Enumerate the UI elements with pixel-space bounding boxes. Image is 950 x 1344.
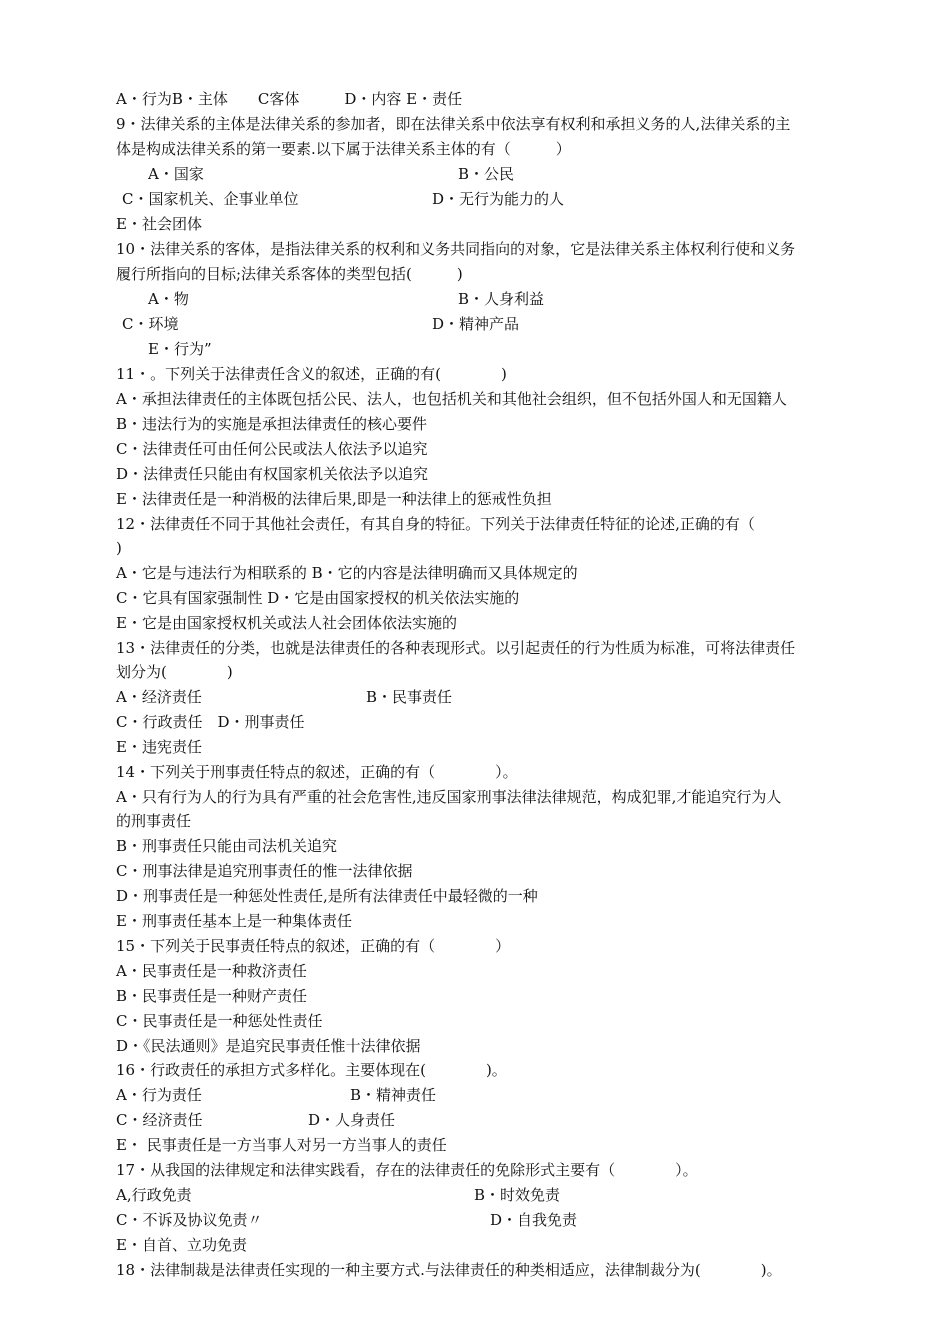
q17-option-a: A,行政免责	[116, 1186, 192, 1204]
q14-option-b: B・刑事责任只能由司法机关追究	[116, 837, 338, 855]
q12-options-ab: A・它是与违法行为相联系的 B・它的内容是法律明确而又具体规定的	[116, 564, 578, 582]
q16-option-a: A・行为责任	[116, 1086, 202, 1104]
q9-stem-line-1: 9・法律关系的主体是法律关系的参加者，即在法律关系中依法享有权利和承担义务的人,法律关系的主	[116, 115, 791, 133]
q18-stem: 18・法律制裁是法律责任实现的一种主要方式.与法律责任的种类相适应，法律制裁分为( )。	[116, 1261, 782, 1279]
q11-option-a: A・承担法律责任的主体既包括公民、法人，也包括机关和其他社会组织，但不包括外国人和无国籍人	[116, 390, 787, 408]
q15-option-a: A・民事责任是一种救济责任	[116, 962, 307, 980]
q12-options-cd: C・它具有国家强制性 D・它是由国家授权的机关依法实施的	[116, 589, 520, 607]
q10-option-c: C・环境	[122, 315, 179, 333]
q15-stem: 15・下列关于民事责任特点的叙述，正确的有（ ）	[116, 937, 511, 955]
q10-option-d: D・精神产品	[432, 315, 520, 333]
q11-option-c: C・法律责任可由任何公民或法人依法予以追究	[116, 440, 428, 458]
q14-option-a-line-1: A・只有行为人的行为具有严重的社会危害性,违反国家刑事法律法律规范，构成犯罪,才能追究行为人	[116, 788, 782, 806]
q8-options-line: A・行为B・主体 C客体 D・内容 E・责任	[116, 90, 463, 108]
q12-option-e: E・它是由国家授权机关或法人社会团体依法实施的	[116, 614, 457, 632]
q13-options-cd: C・行政责任 D・刑事责任	[116, 713, 305, 731]
q17-option-e: E・自首、立功免责	[116, 1236, 247, 1254]
q14-option-a-line-2: 的刑事责任	[116, 812, 192, 830]
q9-option-b: B・公民	[458, 165, 515, 183]
q12-stem-line-1: 12・法律责任不同于其他社会责任，有其自身的特征。下列关于法律责任特征的论述,正确的有（	[116, 515, 755, 533]
q17-stem: 17・从我国的法律规定和法律实践看，存在的法律责任的免除形式主要有（ ）。	[116, 1161, 698, 1179]
q17-option-b: B・时效免责	[474, 1186, 561, 1204]
q13-option-a: A・经济责任	[116, 688, 202, 706]
q15-option-b: B・民事责任是一种财产责任	[116, 987, 308, 1005]
q14-option-c: C・刑事法律是追究刑事责任的惟一法律依据	[116, 862, 413, 880]
q11-option-e: E・法律责任是一种消极的法律后果,即是一种法律上的惩戒性负担	[116, 490, 552, 508]
q17-option-d: D・自我免责	[490, 1211, 578, 1229]
q17-option-c: C・不诉及协议免责〃	[116, 1211, 263, 1229]
q16-option-b: B・精神责任	[350, 1086, 437, 1104]
q10-option-a: A・物	[148, 290, 189, 308]
q15-option-d: D・《民法通则》是追究民事责任惟十法律依据	[116, 1037, 421, 1055]
q16-stem: 16・行政责任的承担方式多样化。主要体现在( )。	[116, 1061, 507, 1079]
q13-option-b: B・民事责任	[366, 688, 453, 706]
q15-option-c: C・民事责任是一种惩处性责任	[116, 1012, 323, 1030]
q14-option-d: D・刑事责任是一种惩处性责任,是所有法律责任中最轻微的一种	[116, 887, 538, 905]
q9-stem-line-2: 体是构成法律关系的第一要素.以下属于法律关系主体的有（ ）	[116, 140, 571, 158]
q10-stem-line-2: 履行所指向的目标;法律关系客体的类型包括( )	[116, 265, 463, 283]
q11-option-d: D・法律责任只能由有权国家机关依法予以追究	[116, 465, 429, 483]
q16-option-e: E・ 民事责任是一方当事人对另一方当事人的责任	[116, 1136, 447, 1154]
q16-option-d: D・人身责任	[308, 1111, 396, 1129]
q14-option-e: E・刑事责任基本上是一种集体责任	[116, 912, 352, 930]
q10-option-b: B・人身利益	[458, 290, 545, 308]
q10-stem-line-1: 10・法律关系的客体，是指法律关系的权利和义务共同指向的对象，它是法律关系主体权利行使和义务	[116, 240, 796, 258]
q11-stem: 11・。下列关于法律责任含义的叙述，正确的有( )	[116, 365, 507, 383]
q9-option-c: C・国家机关、企事业单位	[122, 190, 299, 208]
q9-option-a: A・国家	[148, 165, 204, 183]
q16-option-c: C・经济责任	[116, 1111, 203, 1129]
q10-option-e: E・行为”	[148, 340, 212, 358]
q13-stem-line-2: 划分为( )	[116, 663, 233, 681]
q12-stem-line-2: )	[116, 539, 122, 557]
q11-option-b: B・违法行为的实施是承担法律责任的核心要件	[116, 415, 428, 433]
q13-option-e: E・违宪责任	[116, 738, 202, 756]
q9-option-d: D・无行为能力的人	[432, 190, 565, 208]
q9-option-e: E・社会团体	[116, 215, 202, 233]
q14-stem: 14・下列关于刑事责任特点的叙述，正确的有（ ）。	[116, 763, 518, 781]
q13-stem-line-1: 13・法律责任的分类，也就是法律责任的各种表现形式。以引起责任的行为性质为标准，可将法律责任	[116, 639, 796, 657]
